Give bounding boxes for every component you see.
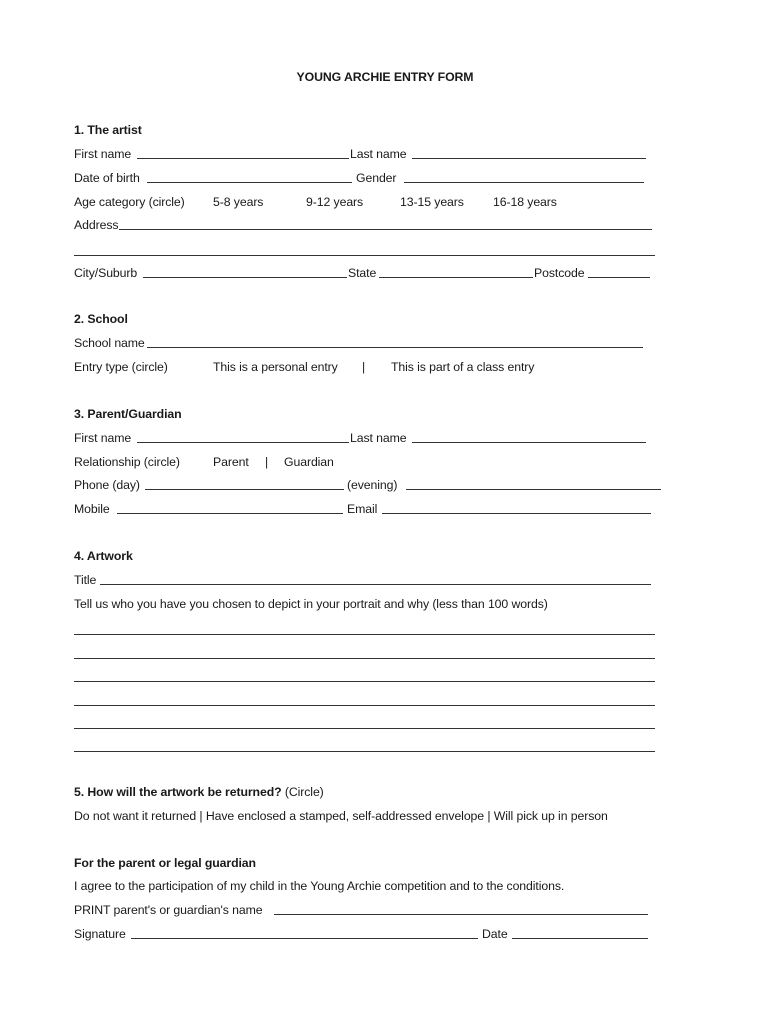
guardian-first-name-field[interactable]	[137, 431, 349, 443]
mobile-field[interactable]	[117, 502, 343, 514]
section-artist-heading: 1. The artist	[74, 123, 142, 137]
artist-gender-label: Gender	[356, 171, 397, 185]
phone-day-label: Phone (day)	[74, 478, 140, 492]
artist-state-label: State	[348, 266, 377, 280]
artist-suburb-label: City/Suburb	[74, 266, 138, 280]
section-consent-heading: For the parent or legal guardian	[74, 856, 256, 870]
relationship-label: Relationship (circle)	[74, 455, 180, 469]
artist-age-label: Age category (circle)	[74, 195, 185, 209]
artist-dob-label: Date of birth	[74, 171, 140, 185]
signature-field[interactable]	[131, 927, 478, 939]
entry-type-label: Entry type (circle)	[74, 360, 168, 374]
artist-postcode-label: Postcode	[534, 266, 585, 280]
section-guardian-heading: 3. Parent/Guardian	[74, 407, 182, 421]
print-name-field[interactable]	[274, 903, 648, 915]
school-name-label: School name	[74, 336, 145, 350]
relationship-option-parent[interactable]: Parent	[213, 455, 249, 469]
mobile-label: Mobile	[74, 502, 110, 516]
artwork-answer-line[interactable]	[74, 681, 655, 682]
artwork-answer-line[interactable]	[74, 634, 655, 635]
age-option-9-12[interactable]: 9-12 years	[306, 195, 364, 209]
return-heading-row	[74, 785, 324, 799]
consent-agree-text: I agree to the participation of my child in the Young Archie competition and to the conditions.	[74, 879, 565, 893]
artist-last-name-field[interactable]	[412, 147, 646, 159]
artist-dob-field[interactable]	[147, 171, 352, 183]
phone-evening-field[interactable]	[406, 478, 661, 490]
entry-option-class[interactable]: This is part of a class entry	[391, 360, 535, 374]
age-option-5-8[interactable]: 5-8 years	[213, 195, 264, 209]
phone-evening-label: (evening)	[347, 478, 398, 492]
email-field[interactable]	[382, 502, 651, 514]
section-artwork-heading: 4. Artwork	[74, 549, 133, 563]
signature-label: Signature	[74, 927, 126, 941]
artwork-answer-line[interactable]	[74, 728, 655, 729]
email-label: Email	[347, 502, 378, 516]
artwork-prompt: Tell us who you have you chosen to depict in your portrait and why (less than 100 words)	[74, 597, 548, 611]
age-option-13-15[interactable]: 13-15 years	[400, 195, 464, 209]
artist-address-line-2[interactable]	[74, 255, 655, 256]
artwork-answer-line[interactable]	[74, 658, 655, 659]
artwork-answer-line[interactable]	[74, 705, 655, 706]
form-title: YOUNG ARCHIE ENTRY FORM	[296, 70, 474, 84]
age-option-16-18[interactable]: 16-18 years	[493, 195, 557, 209]
print-name-label: PRINT parent's or guardian's name	[74, 903, 263, 917]
artist-first-name-label: First name	[74, 147, 132, 161]
artist-state-field[interactable]	[379, 266, 533, 278]
relationship-option-guardian[interactable]: Guardian	[284, 455, 334, 469]
section-return-heading: 5. How will the artwork be returned?	[74, 785, 282, 799]
artwork-title-field[interactable]	[100, 573, 651, 585]
artist-gender-field[interactable]	[404, 171, 644, 183]
entry-separator: |	[362, 360, 366, 374]
artist-last-name-label: Last name	[350, 147, 407, 161]
guardian-first-name-label: First name	[74, 431, 132, 445]
artist-address-field[interactable]	[119, 218, 652, 230]
phone-day-field[interactable]	[145, 478, 344, 490]
artwork-answer-line[interactable]	[74, 751, 655, 752]
artwork-title-label: Title	[74, 573, 97, 587]
date-field[interactable]	[512, 927, 648, 939]
artist-suburb-field[interactable]	[143, 266, 347, 278]
relationship-separator: |	[265, 455, 269, 469]
artist-address-label: Address	[74, 218, 119, 232]
return-options[interactable]: Do not want it returned | Have enclosed a stamped, self-addressed envelope | Will pick up in person	[74, 809, 608, 823]
date-label: Date	[482, 927, 508, 941]
artist-first-name-field[interactable]	[137, 147, 349, 159]
guardian-last-name-field[interactable]	[412, 431, 646, 443]
return-heading-note: (Circle)	[284, 785, 324, 799]
school-name-field[interactable]	[147, 336, 643, 348]
entry-option-personal[interactable]: This is a personal entry	[213, 360, 338, 374]
section-school-heading: 2. School	[74, 312, 128, 326]
guardian-last-name-label: Last name	[350, 431, 407, 445]
artist-postcode-field[interactable]	[588, 266, 650, 278]
